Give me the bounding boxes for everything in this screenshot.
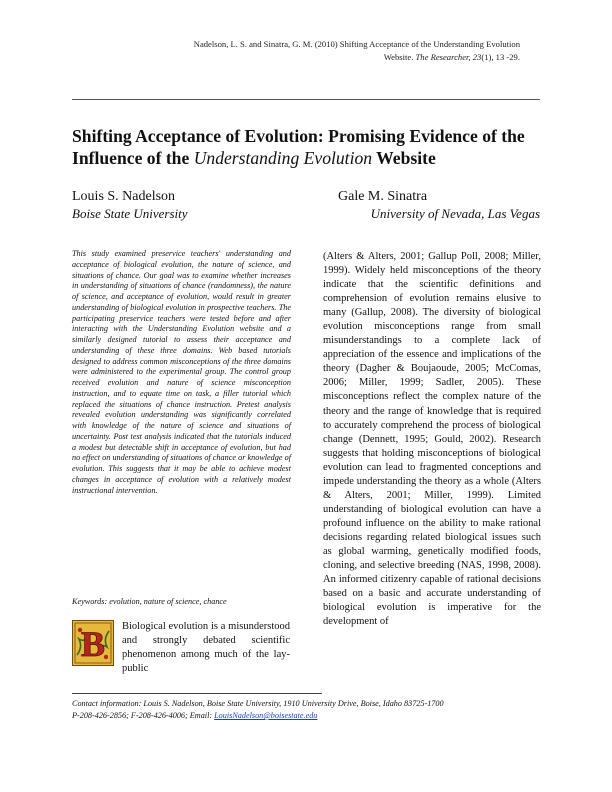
contact-line-1: Contact information: Louis S. Nadelson, Boise State University, 1910 University Drive, Boise, Idaho 83725-1700 <box>72 699 444 708</box>
contact-line-2 <box>72 710 552 722</box>
citation-issue-pages: (1), 13 -29. <box>481 52 520 62</box>
author-1-affiliation: Boise State University <box>72 206 188 221</box>
citation-line-2 <box>50 51 520 64</box>
paper-title <box>72 125 542 169</box>
citation-header <box>50 38 520 64</box>
footer-rule <box>72 693 322 694</box>
body-right-column: (Alters & Alters, 2001; Gallup Poll, 2008; Miller, 1999). Widely held misconceptions of the theory indicate that the scientific definitions and comprehension of evolution remains elusive to many (Gallup, 2008). The diversity of biological evolution misconceptions range from small misunderstandings to a complete lack of appreciation of the essence and implications of the theory (Dagher & Boujaoude, 2005; McComas, 2006; Miller, 1999; Sadler, 2005). These misconceptions reflect the complex nature of the theory and the range of knowledge that is required to accurately comprehend the process of biological change (Dennett, 1995; Gould, 2002). Research suggests that holding misconceptions of biological evolution can lead to fragmented conceptions and impede understanding the theory as a whole (Alters & Alters, 2001; Miller, 1999). Limited understanding of biological evolution can have a profound influence on the ability to make rational decisions regarding related biological issues such as global warming, genetically modified foods, cloning, and selective breeding (NAS, 1998, 2008). An informed citizenry capable of rational decisions based on a basic and accurate understanding of biological evolution is imperative for the development of <box>323 251 541 628</box>
abstract: This study examined preservice teachers' understanding and acceptance of biological evolution, the nature of science, and situations of chance. Our goal was to examine whether increases in understanding of situations of chance (randomness), the nature of science, and acceptance of evolution, would result in greater understanding of biological evolution in prospective teachers. The participating preservice teachers were tested before and after interacting with the Understanding Evolution website and a similarly designed tutorial to assess their acceptance and understanding of these three domains. Web based tutorials designed to address common misconceptions of the three domains were administered to the experimental group. The control group received evolution and nature of science misconception instruction, and to equate time on task, a filler tutorial which replaced the situations of chance instruction. Pretest analysis revealed evolution understanding was significantly correlated with knowledge of the nature of science and situations of uncertainty. Post test analysis indicated that the tutorials induced a modest but detectable shift in acceptance of evolution, but had no effect on understanding of situations of chance or knowledge of evolution. This suggests that it may be able to achieve modest changes in acceptance of evolution with a relatively modest instructional intervention. <box>72 249 291 495</box>
dropcap-ornament <box>73 621 113 665</box>
header-rule <box>72 99 540 100</box>
dropcap-b-icon <box>72 620 114 666</box>
contact-phone-fax: P-208-426-2856; F-208-426-4006; Email: <box>72 711 215 720</box>
citation-line-1: Nadelson, L. S. and Sinatra, G. M. (2010) Shifting Acceptance of the Understanding Evolution <box>193 39 520 49</box>
contact-email-link[interactable]: LouisNadelson@boisestate.edu <box>214 711 318 720</box>
contact-footer <box>72 698 552 722</box>
author-2-affiliation: University of Nevada, Las Vegas <box>370 206 540 221</box>
title-italic: Understanding Evolution <box>193 148 373 168</box>
citation-journal: The Researcher, 23 <box>415 52 482 62</box>
intro-paragraph: Biological evolution is a misunderstood and strongly debated scientific phenomenon among much of the lay-public <box>122 621 290 675</box>
dropcap-letter: B <box>80 624 106 664</box>
citation-website: Website. <box>383 52 414 62</box>
keywords: Keywords: evolution, nature of science, chance <box>72 597 227 606</box>
title-main: Shifting Acceptance of Evolution: Promising Evidence of the Influence of the <box>72 126 525 168</box>
author-2-name: Gale M. Sinatra <box>338 189 428 204</box>
author-1-name: Louis S. Nadelson <box>72 189 176 204</box>
title-suffix: Website <box>372 148 436 168</box>
